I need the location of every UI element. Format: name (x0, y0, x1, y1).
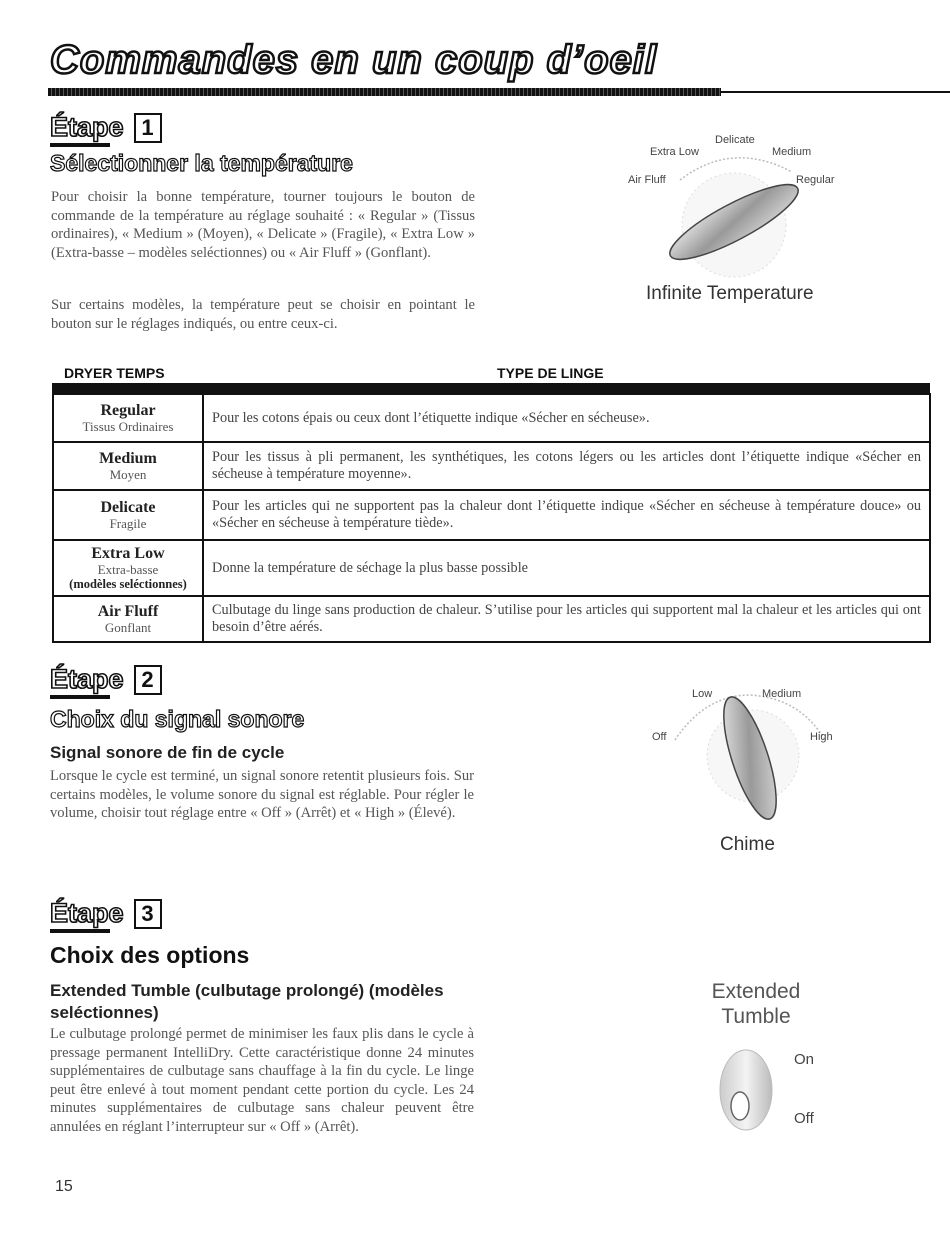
table-row (53, 442, 930, 490)
step-underline (50, 143, 110, 147)
etape-word: Étape (50, 898, 124, 928)
step-3-label (50, 898, 162, 933)
step-2-heading: Choix du signal sonore (50, 706, 305, 732)
temp-name: Regular (100, 402, 156, 419)
chime-knob-icon (650, 680, 850, 830)
tumble-label-off: Off (794, 1110, 814, 1127)
step-2-label (50, 664, 162, 699)
step-2-subheading: Signal sonore de fin de cycle (50, 743, 285, 762)
row-description: Donne la température de séchage la plus basse possible (203, 540, 930, 596)
row-description: Pour les cotons épais ou ceux dont l’étiquette indique «Sécher en sécheuse». (203, 394, 930, 442)
table-row (53, 540, 930, 596)
temp-label-medium: Medium (772, 146, 812, 158)
table-header-dryer-temps: DRYER TEMPS (64, 365, 165, 381)
chime-dial[interactable] (650, 680, 850, 830)
etape-word: Étape (50, 112, 124, 142)
dryer-temps-table (52, 393, 931, 643)
row-label (53, 596, 203, 642)
step-3-heading: Choix des options (50, 942, 250, 968)
temp-label-regular: Regular (796, 174, 835, 186)
tumble-label-on: On (794, 1051, 815, 1068)
temp-label-delicate: Delicate (715, 134, 755, 146)
step-underline (50, 695, 110, 699)
tumble-title-line-1: Extended (711, 980, 801, 1003)
step-3-subheading: Extended Tumble (culbutage prolongé) (modèles seléctionnes) (50, 981, 444, 1022)
chime-label-high: High (810, 731, 833, 743)
temp-sub: Fragile (109, 516, 147, 531)
page-number: 15 (55, 1178, 73, 1195)
page-title: Commandes en un coup d’oeil (50, 38, 658, 82)
chime-label-medium: Medium (762, 688, 802, 700)
table-row (53, 394, 930, 442)
table-row (53, 490, 930, 540)
temp-name: Extra Low (91, 545, 165, 562)
chime-dial-title: Chime (720, 834, 775, 855)
step-2-paragraph: Lorsque le cycle est terminé, un signal sonore retentit plusieurs fois. Sur certains modèles, le volume sonore du signal est réglable. Pour régler le volume, choisir tout réglage entre « Off » (Arrêt) et « High » (Élevé). (50, 768, 474, 822)
tumble-title-line-2: Tumble (721, 1005, 791, 1028)
table-row (53, 596, 930, 642)
temp-note: (modèles seléctionnes) (69, 577, 187, 591)
tumble-title (706, 979, 806, 1029)
chime-label-low: Low (692, 688, 713, 700)
tumble-toggle-switch[interactable] (714, 1040, 784, 1150)
temp-sub: Extra-basse (97, 562, 159, 577)
title-rule-thin (721, 91, 950, 93)
step-1-paragraph-1: Pour choisir la bonne température, tourner toujours le bouton de commande de la température au réglage souhaité : « Regular » (Tissus ordinaires), « Medium » (Moyen), « Delicate » (Fragile), « Extra Low » (Extra-basse – modèles seléctionnes) ou « Air Fluff » (Gonflant). (51, 189, 475, 261)
row-label (53, 490, 203, 540)
row-label (53, 394, 203, 442)
step-number: 2 (134, 665, 162, 695)
row-description: Pour les tissus à pli permanent, les synthétiques, les cotons légers ou les articles dont l’étiquette indique «Sécher en sécheuse à température moyenne». (203, 442, 930, 490)
row-description: Culbutage du linge sans production de chaleur. S’utilise pour les articles qui supportent mal la chaleur et les articles qui ont besoin d’être aérés. (203, 596, 930, 642)
step-underline (50, 929, 110, 933)
table-header-type-de-linge: TYPE DE LINGE (497, 365, 604, 381)
temp-label-air-fluff: Air Fluff (628, 174, 666, 186)
row-label (53, 540, 203, 596)
temperature-dial-title: Infinite Temperature (646, 283, 814, 304)
etape-word: Étape (50, 664, 124, 694)
temp-sub: Gonflant (104, 620, 152, 635)
temp-label-extra-low: Extra Low (650, 146, 699, 158)
step-number: 3 (134, 899, 162, 929)
temp-name: Medium (99, 450, 157, 467)
temp-name: Air Fluff (97, 603, 159, 620)
temp-sub: Tissus Ordinaires (82, 419, 174, 434)
row-label (53, 442, 203, 490)
table-top-bar (52, 383, 930, 393)
temp-sub: Moyen (109, 467, 147, 482)
toggle-switch-icon (714, 1040, 784, 1150)
temp-name: Delicate (100, 499, 156, 516)
title-rule (48, 88, 721, 96)
step-1-paragraph-2: Sur certains modèles, la température peut se choisir en pointant le bouton sur le réglages indiqués, ou entre ceux-ci. (51, 297, 475, 332)
step-number: 1 (134, 113, 162, 143)
row-description: Pour les articles qui ne supportent pas la chaleur dont l’étiquette indique «Sécher en sécheuse à température douce» ou «Sécher en sécheuse à température tiède». (203, 490, 930, 540)
chime-label-off: Off (652, 731, 667, 743)
step-1-label (50, 112, 162, 147)
step-1-heading: Sélectionner la température (50, 150, 353, 176)
step-3-paragraph: Le culbutage prolongé permet de minimiser les faux plis dans le cycle à pressage permanent IntelliDry. Cette caractéristique donne 24 minutes supplémentaires de culbutage sans chauffage à la fin du cycle. Le linge peut être enlevé à tout moment pendant cette portion du cycle. Les 24 minutes supplémentaires de culbutage sans chaleur peuvent être annulées en réglant l’interrupteur sur « Off » (Arrêt). (50, 1026, 474, 1135)
